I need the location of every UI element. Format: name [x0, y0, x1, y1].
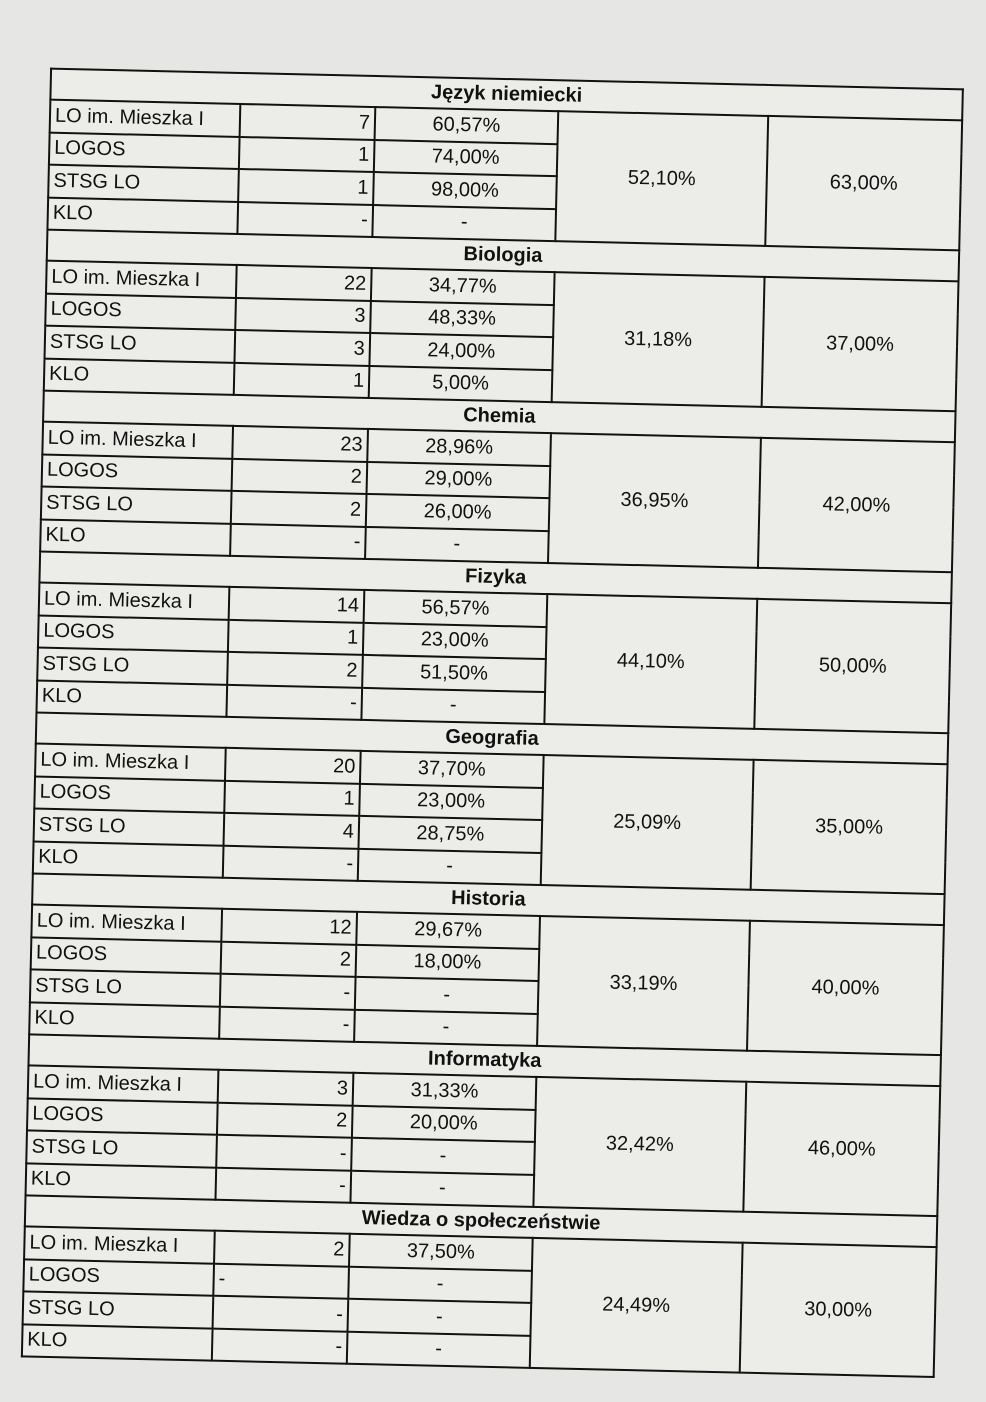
- average-result: 25,09%: [541, 755, 754, 890]
- student-count: -: [213, 1296, 349, 1332]
- student-count: 1: [234, 362, 370, 398]
- student-count: -: [220, 974, 356, 1010]
- school-name: LOGOS: [38, 615, 229, 652]
- section-title: Język niemiecki: [50, 69, 963, 121]
- school-result: -: [351, 1138, 535, 1175]
- school-result: 34,77%: [371, 268, 555, 305]
- school-result: 23,00%: [359, 783, 543, 820]
- section-title: Chemia: [43, 391, 956, 443]
- school-name: LOGOS: [49, 132, 240, 169]
- comparison-result: 42,00%: [758, 438, 955, 572]
- school-result: 28,75%: [358, 816, 542, 853]
- student-count: 2: [231, 491, 367, 527]
- student-count: -: [216, 1135, 352, 1171]
- school-name: STSG LO: [23, 1291, 214, 1328]
- average-result: 33,19%: [537, 916, 750, 1051]
- school-result: 48,33%: [370, 300, 554, 337]
- student-count: 20: [225, 748, 361, 784]
- student-count: 1: [228, 619, 364, 655]
- school-result: 5,00%: [369, 365, 553, 402]
- student-count: -: [213, 1263, 349, 1299]
- student-count: 7: [240, 104, 376, 140]
- school-name: KLO: [22, 1324, 213, 1361]
- student-count: 1: [238, 169, 374, 205]
- school-result: -: [347, 1331, 531, 1368]
- student-count: 1: [224, 780, 360, 816]
- school-result: 37,70%: [360, 751, 544, 788]
- school-name: LO im. Mieszka I: [28, 1065, 219, 1102]
- school-result: -: [348, 1299, 532, 1336]
- school-name: LOGOS: [45, 293, 236, 330]
- section-title: Wiedza o społeczeństwie: [25, 1195, 938, 1247]
- section-title: Biologia: [47, 230, 960, 282]
- school-name: KLO: [44, 358, 235, 395]
- comparison-result: 40,00%: [747, 921, 944, 1055]
- student-count: -: [215, 1167, 351, 1203]
- school-name: STSG LO: [30, 969, 221, 1006]
- school-name: KLO: [36, 680, 227, 717]
- student-count: 2: [232, 458, 368, 494]
- school-result: 37,50%: [349, 1234, 533, 1271]
- student-count: 3: [218, 1070, 354, 1106]
- school-result: 18,00%: [356, 944, 540, 981]
- comparison-result: 30,00%: [740, 1243, 937, 1377]
- section-title: Geografia: [36, 713, 949, 765]
- school-name: STSG LO: [26, 1130, 217, 1167]
- school-result: -: [372, 205, 556, 242]
- school-name: STSG LO: [34, 808, 225, 845]
- school-name: STSG LO: [45, 326, 236, 363]
- school-result: -: [350, 1170, 534, 1207]
- school-result: 98,00%: [373, 172, 557, 209]
- student-count: 22: [236, 265, 372, 301]
- school-name: LOGOS: [27, 1098, 218, 1135]
- comparison-result: 37,00%: [762, 277, 959, 411]
- school-result: 28,96%: [367, 429, 551, 466]
- student-count: 2: [217, 1102, 353, 1138]
- school-result: 23,00%: [363, 622, 547, 659]
- school-name: KLO: [33, 841, 224, 878]
- school-name: LO im. Mieszka I: [50, 100, 241, 137]
- average-result: 52,10%: [555, 111, 768, 246]
- average-result: 36,95%: [548, 433, 761, 568]
- school-result: 74,00%: [374, 140, 558, 177]
- school-name: LOGOS: [23, 1259, 214, 1296]
- student-count: -: [226, 684, 362, 720]
- school-result: 51,50%: [362, 655, 546, 692]
- student-count: -: [230, 523, 366, 559]
- average-result: 24,49%: [530, 1238, 743, 1373]
- student-count: 4: [224, 813, 360, 849]
- school-result: -: [348, 1266, 532, 1303]
- school-name: LO im. Mieszka I: [42, 422, 233, 459]
- school-result: -: [361, 687, 545, 724]
- student-count: 2: [221, 941, 357, 977]
- school-result: 20,00%: [352, 1105, 536, 1142]
- student-count: 1: [239, 136, 375, 172]
- school-result: -: [365, 526, 549, 563]
- student-count: 12: [221, 909, 357, 945]
- student-count: 3: [234, 330, 370, 366]
- student-count: -: [237, 201, 373, 237]
- student-count: 14: [229, 587, 365, 623]
- school-name: KLO: [40, 519, 231, 556]
- school-result: 29,00%: [367, 461, 551, 498]
- student-count: 2: [214, 1231, 350, 1267]
- school-result: -: [358, 848, 542, 885]
- student-count: 2: [227, 652, 363, 688]
- school-name: LO im. Mieszka I: [35, 744, 226, 781]
- school-name: LOGOS: [34, 776, 225, 813]
- school-name: LOGOS: [31, 937, 222, 974]
- section-title: Historia: [32, 873, 945, 925]
- school-name: LOGOS: [42, 454, 233, 491]
- school-result: 56,57%: [364, 590, 548, 627]
- school-name: LO im. Mieszka I: [31, 904, 222, 941]
- school-name: STSG LO: [48, 165, 239, 202]
- comparison-result: 63,00%: [765, 116, 962, 250]
- student-count: -: [219, 1006, 355, 1042]
- school-name: STSG LO: [37, 648, 228, 685]
- average-result: 32,42%: [533, 1077, 746, 1212]
- average-result: 31,18%: [552, 272, 765, 407]
- section-title: Fizyka: [39, 552, 952, 604]
- comparison-result: 50,00%: [754, 599, 951, 733]
- student-count: 3: [235, 297, 371, 333]
- student-count: 23: [232, 426, 368, 462]
- school-result: -: [354, 1009, 538, 1046]
- school-name: KLO: [47, 197, 238, 234]
- school-result: 31,33%: [353, 1073, 537, 1110]
- comparison-result: 35,00%: [751, 760, 948, 894]
- school-name: LO im. Mieszka I: [39, 583, 230, 620]
- school-name: LO im. Mieszka I: [24, 1226, 215, 1263]
- average-result: 44,10%: [544, 594, 757, 729]
- school-name: LO im. Mieszka I: [46, 261, 237, 298]
- school-result: 24,00%: [369, 333, 553, 370]
- school-name: KLO: [26, 1163, 217, 1200]
- results-table: [21, 68, 964, 1378]
- school-result: 29,67%: [356, 912, 540, 949]
- school-result: -: [355, 977, 539, 1014]
- student-count: -: [212, 1328, 348, 1364]
- school-result: 26,00%: [366, 494, 550, 531]
- comparison-result: 46,00%: [743, 1082, 940, 1216]
- document-page: [21, 68, 962, 1378]
- section-title: Informatyka: [28, 1034, 941, 1086]
- student-count: -: [223, 845, 359, 881]
- school-name: KLO: [29, 1002, 220, 1039]
- school-result: 60,57%: [375, 107, 559, 144]
- school-name: STSG LO: [41, 487, 232, 524]
